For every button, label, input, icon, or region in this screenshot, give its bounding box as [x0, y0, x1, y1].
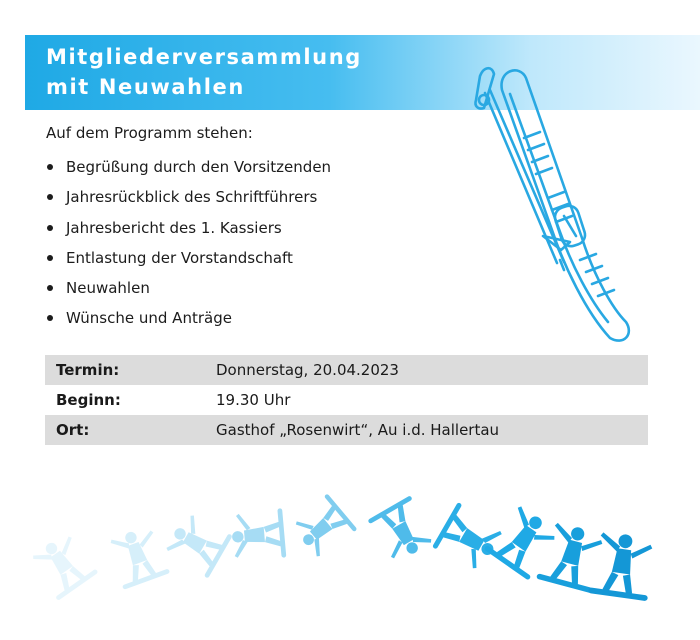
- table-row-location: [45, 415, 648, 445]
- location-value: Gasthof „Rosenwirt“, Au i.d. Hallertau: [216, 421, 500, 439]
- list-item: [46, 246, 331, 276]
- list-item-text: Jahresbericht des 1. Kassiers: [66, 218, 282, 237]
- bullet-icon: [47, 285, 53, 291]
- list-item-text: Entlastung der Vorstandschaft: [66, 248, 293, 267]
- rider-figure-2: [106, 524, 170, 590]
- page-title-line-1: Mitgliederversammlung: [46, 45, 362, 69]
- list-item: [46, 155, 331, 185]
- bullet-icon: [47, 315, 53, 321]
- bullet-icon: [47, 194, 53, 200]
- rider-figure-8: [484, 502, 562, 581]
- date-value: Donnerstag, 20.04.2023: [216, 361, 399, 379]
- event-details-table: [45, 355, 648, 445]
- page-title-line-2: mit Neuwahlen: [46, 75, 245, 99]
- program-intro: Auf dem Programm stehen:: [46, 124, 253, 142]
- rider-figure-4: [230, 508, 286, 562]
- start-label: Beginn:: [56, 391, 121, 409]
- list-item: [46, 306, 331, 336]
- snowboarder-sequence-icon: [30, 480, 670, 610]
- rider-figure-1: [30, 530, 98, 601]
- location-label: Ort:: [56, 421, 90, 439]
- table-row-date: [45, 355, 648, 385]
- page-title: [46, 42, 362, 102]
- list-item-text: Wünsche und Anträge: [66, 309, 232, 328]
- bullet-icon: [47, 255, 53, 261]
- rider-figure-9: [536, 520, 607, 593]
- rider-figure-5: [289, 493, 357, 561]
- list-item-text: Neuwahlen: [66, 279, 150, 298]
- date-label: Termin:: [56, 361, 120, 379]
- list-item-text: Begrüßung durch den Vorsitzenden: [66, 158, 332, 176]
- rider-figure-7: [432, 502, 506, 575]
- list-item: [46, 276, 331, 306]
- table-row-start: [45, 385, 648, 415]
- bullet-icon: [47, 225, 53, 231]
- list-item-text: Jahresrückblick des Schriftführers: [66, 188, 318, 207]
- rider-figure-3: [163, 510, 233, 579]
- program-list: [46, 155, 331, 337]
- list-item: [46, 216, 331, 246]
- bullet-icon: [47, 164, 53, 170]
- start-value: 19.30 Uhr: [216, 391, 291, 409]
- list-item: [46, 185, 331, 215]
- ski-and-pole-icon: [440, 60, 660, 350]
- rider-figure-6: [367, 495, 436, 565]
- rider-figure-10: [588, 530, 656, 601]
